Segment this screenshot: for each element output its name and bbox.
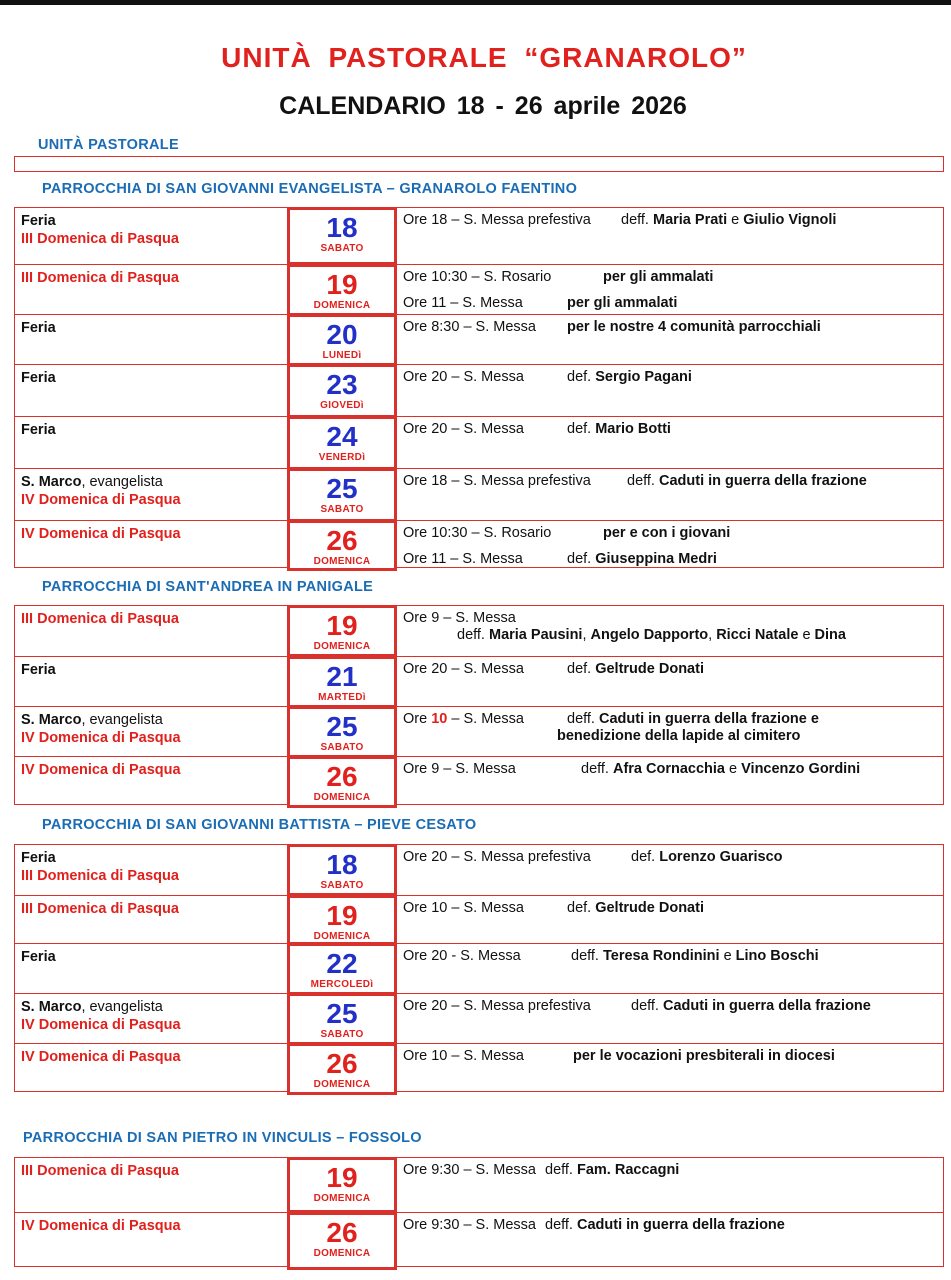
schedule-row [15,943,943,994]
intention-prefix: deff. [621,212,653,228]
page-title: UNITÀ PASTORALE “GRANAROLO” [221,42,747,73]
event-line [403,268,943,294]
intention-name: Geltrude Donati [595,900,704,916]
event-time: Ore 10 – S. Messa [403,1048,524,1064]
day-of-week: LUNEDì [322,350,362,361]
day-number: 22 [326,948,358,979]
saint-name: S. Marco [21,999,82,1015]
event-time-suffix: – S. Messa [447,711,524,727]
liturgy-cell [15,521,287,570]
event-line [403,899,943,925]
event-intention [631,848,783,866]
event-intention [545,1216,785,1234]
events-cell [397,521,943,570]
day-of-week: SABATO [320,742,364,753]
liturgy-label: Feria [21,422,56,438]
event-intention [545,1161,679,1179]
event-line [403,848,943,874]
liturgy-label: III Domenica di Pasqua [21,611,179,627]
event-line [403,1047,943,1073]
day-of-week: MERCOLEDì [310,979,374,990]
intention-prefix: deff. [545,1217,577,1233]
date-box [287,656,397,708]
events-cell [397,896,943,944]
day-of-week: SABATO [320,243,364,254]
intention-name: per le vocazioni presbiterali in diocesi [573,1048,835,1064]
liturgy-label: III Domenica di Pasqua [21,270,179,286]
liturgy-sunday-label: III Domenica di Pasqua [21,231,179,247]
intention-prefix: def. [567,551,596,567]
day-number: 25 [326,473,358,504]
parish-schedule-table [14,207,944,568]
event-line [403,760,943,786]
date-box [287,756,397,808]
intention-name: Lorenzo Guarisco [659,849,783,865]
page-subtitle: CALENDARIO 18 - 26 aprile 2026 [279,92,687,120]
day-of-week: GIOVEDì [320,400,364,411]
events-cell [397,707,943,757]
date-box [287,993,397,1045]
events-cell [397,315,943,365]
day-number: 19 [326,610,358,641]
events-cell [397,265,943,315]
saint-title: , evangelista [81,999,163,1015]
schedule-row [15,993,943,1044]
intention-name: Lino Boschi [735,948,819,964]
event-line [403,524,943,550]
event-intention [567,660,704,678]
unita-pastorale-label: UNITÀ PASTORALE [38,137,179,153]
liturgy-cell [15,365,287,417]
intention-conjunction: e [725,761,742,777]
day-number: 26 [326,761,358,792]
day-of-week: SABATO [320,880,364,891]
day-number: 25 [326,711,358,742]
event-intention [567,550,717,568]
intention-name: Maria Pausini [488,627,583,643]
liturgy-label: Feria [21,213,56,229]
day-of-week: DOMENICA [313,931,371,942]
intention-separator: , [708,627,717,643]
day-number: 21 [326,661,358,692]
event-intention [631,997,871,1015]
intention-name: Sergio Pagani [595,369,692,385]
liturgy-cell [15,994,287,1044]
event-time: Ore 20 - S. Messa [403,948,521,964]
events-cell [397,208,943,264]
intention-prefix: deff. [627,473,659,489]
liturgy-sunday-label: IV Domenica di Pasqua [21,1017,181,1033]
intention-name: Caduti in guerra della frazione [662,998,871,1014]
unita-pastorale-box [14,156,944,172]
day-of-week: DOMENICA [313,792,371,803]
schedule-row [15,520,943,570]
saint-title: , evangelista [81,712,163,728]
intention-prefix: deff. [457,627,489,643]
events-cell [397,1158,943,1212]
day-number: 18 [326,849,358,880]
intention-name: Maria Prati [652,212,728,228]
saint-name: S. Marco [21,474,82,490]
liturgy-label: IV Domenica di Pasqua [21,1218,181,1234]
day-number: 19 [326,900,358,931]
intention-prefix: def. [567,661,596,677]
event-time: Ore 8:30 – S. Messa [403,319,536,335]
event-time: Ore 20 – S. Messa prefestiva [403,849,591,865]
event-line [403,947,943,973]
event-time-prefix: Ore [403,711,432,727]
event-intention [571,947,819,965]
schedule-row [15,364,943,417]
intention-prefix: deff. [571,948,603,964]
intention-name: Fam. Raccagni [576,1162,680,1178]
intention-name: per gli ammalati [567,295,678,311]
liturgy-sunday-label: IV Domenica di Pasqua [21,492,181,508]
event-intention-continued [557,727,801,745]
intention-name: Caduti in guerra della frazione e [598,711,819,727]
liturgy-cell [15,315,287,365]
intention-prefix: def. [631,849,660,865]
date-box [287,520,397,571]
event-time: Ore 20 – S. Messa [403,661,524,677]
liturgy-cell [15,606,287,656]
schedule-row [15,1043,943,1094]
day-of-week: DOMENICA [313,641,371,652]
day-of-week: DOMENICA [313,1079,371,1090]
event-line [403,1161,943,1187]
event-time: Ore 10:30 – S. Rosario [403,269,552,285]
date-box [287,468,397,522]
date-box [287,1157,397,1213]
liturgy-label: IV Domenica di Pasqua [21,1049,181,1065]
date-box [287,1043,397,1095]
event-time: Ore 9 – S. Messa [403,761,516,777]
event-intention [621,211,836,229]
saint-name: S. Marco [21,712,82,728]
day-of-week: SABATO [320,504,364,515]
liturgy-cell [15,1158,287,1212]
intention-name: benedizione della lapide al cimitero [557,728,801,744]
event-time: Ore 18 – S. Messa prefestiva [403,473,591,489]
schedule-row [15,1158,943,1212]
date-box [287,264,397,316]
liturgy-cell [15,265,287,315]
event-time: Ore 9:30 – S. Messa [403,1217,536,1233]
events-cell [397,657,943,707]
event-intention [581,760,860,778]
parish-schedule-table [14,844,944,1092]
event-intention [567,294,677,312]
intention-name: Teresa Rondinini [602,948,720,964]
parish-title: PARROCCHIA DI SANT'ANDREA IN PANIGALE [42,579,374,595]
intention-prefix: def. [567,421,596,437]
event-intention [573,1047,835,1065]
event-line [403,1216,943,1242]
liturgy-label: IV Domenica di Pasqua [21,762,181,778]
event-time: Ore 9 – S. Messa [403,610,516,626]
event-line [403,420,943,446]
day-of-week: DOMENICA [313,556,371,567]
top-border-bar [0,0,951,5]
intention-name: Afra Cornacchia [612,761,725,777]
intention-conjunction: e [719,948,736,964]
liturgy-cell [15,944,287,994]
intention-name: Geltrude Donati [595,661,704,677]
event-time: Ore 20 – S. Messa [403,421,524,437]
parish-title: PARROCCHIA DI SAN GIOVANNI BATTISTA – PIEVE CESATO [42,817,477,833]
schedule-row [15,416,943,469]
saint-label [21,473,287,491]
day-number: 25 [326,998,358,1029]
liturgy-label: Feria [21,850,56,866]
events-cell [397,845,943,895]
event-time: Ore 11 – S. Messa [403,551,523,567]
event-time: Ore 18 – S. Messa prefestiva [403,212,591,228]
events-cell [397,1213,943,1269]
intention-prefix: def. [567,900,596,916]
liturgy-cell [15,657,287,707]
schedule-row [15,1212,943,1269]
liturgy-cell [15,208,287,264]
event-line [403,472,943,498]
event-intention [567,368,692,386]
liturgy-cell [15,757,287,807]
liturgy-cell [15,469,287,521]
event-line [403,211,943,237]
liturgy-label: III Domenica di Pasqua [21,901,179,917]
date-box [287,1212,397,1270]
day-number: 26 [326,525,358,556]
intention-prefix: deff. [581,761,613,777]
schedule-row [15,314,943,365]
event-intention [603,524,730,542]
intention-name: Dina [814,627,846,643]
liturgy-cell [15,417,287,469]
liturgy-cell [15,896,287,944]
intention-conjunction: e [727,212,744,228]
day-of-week: SABATO [320,1029,364,1040]
liturgy-label: Feria [21,370,56,386]
events-cell [397,1044,943,1094]
date-box [287,706,397,758]
intention-name: Angelo Dapporto [590,627,709,643]
events-cell [397,944,943,994]
parish-title: PARROCCHIA DI SAN PIETRO IN VINCULIS – FOSSOLO [23,1130,422,1146]
day-of-week: DOMENICA [313,300,371,311]
date-box [287,895,397,945]
liturgy-cell [15,1213,287,1269]
day-number: 19 [326,1162,358,1193]
intention-prefix: deff. [567,711,599,727]
event-time: Ore 10 – S. Messa [403,900,524,916]
date-box [287,314,397,366]
event-time-changed: 10 [431,711,448,727]
events-cell [397,994,943,1044]
intention-name: Caduti in guerra della frazione [658,473,867,489]
liturgy-label: Feria [21,662,56,678]
event-intention [567,420,671,438]
date-box [287,844,397,896]
day-number: 19 [326,269,358,300]
schedule-row [15,756,943,807]
schedule-row [15,895,943,944]
events-cell [397,469,943,521]
day-number: 18 [326,212,358,243]
events-cell [397,757,943,807]
event-intention [603,268,713,286]
date-box [287,605,397,657]
event-intention-continued [457,626,846,644]
event-line [403,660,943,686]
event-intention [567,710,819,728]
event-time: Ore 9:30 – S. Messa [403,1162,536,1178]
liturgy-cell [15,1044,287,1094]
intention-separator: , [582,627,591,643]
date-box [287,364,397,418]
events-cell [397,365,943,417]
parish-schedule-table [14,1157,944,1267]
intention-conjunction: e [798,627,815,643]
intention-prefix: deff. [545,1162,577,1178]
event-line [403,997,943,1023]
saint-label [21,998,287,1016]
liturgy-label: III Domenica di Pasqua [21,1163,179,1179]
liturgy-cell [15,707,287,757]
day-of-week: VENERDì [318,452,366,463]
schedule-row [15,468,943,521]
event-time: Ore 11 – S. Messa [403,295,523,311]
intention-name: Ricci Natale [716,627,799,643]
event-intention [627,472,867,490]
intention-name: per e con i giovani [603,525,731,541]
intention-name: Caduti in guerra della frazione [576,1217,785,1233]
day-number: 26 [326,1048,358,1079]
event-time: Ore 20 – S. Messa [403,369,524,385]
liturgy-label: Feria [21,949,56,965]
event-time [403,710,524,728]
schedule-row [15,656,943,707]
saint-label [21,711,287,729]
day-number: 26 [326,1217,358,1248]
intention-name: Vincenzo Gordini [741,761,861,777]
day-number: 20 [326,319,358,350]
event-intention [567,318,821,336]
date-box [287,207,397,265]
liturgy-sunday-label: III Domenica di Pasqua [21,868,179,884]
event-line [403,550,943,576]
day-of-week: DOMENICA [313,1193,371,1204]
liturgy-label: IV Domenica di Pasqua [21,526,181,542]
date-box [287,416,397,470]
event-time: Ore 20 – S. Messa prefestiva [403,998,591,1014]
parish-schedule-table [14,605,944,805]
schedule-row [15,845,943,895]
day-of-week: MARTEDì [318,692,366,703]
schedule-row [15,606,943,656]
intention-name: per le nostre 4 comunità parrocchiali [567,319,821,335]
intention-name: per gli ammalati [603,269,714,285]
intention-name: Giulio Vignoli [743,212,837,228]
event-line [403,368,943,394]
date-box [287,943,397,995]
schedule-row [15,706,943,757]
day-of-week: DOMENICA [313,1248,371,1259]
liturgy-cell [15,845,287,895]
intention-name: Giuseppina Medri [595,551,717,567]
intention-prefix: def. [567,369,596,385]
events-cell [397,606,943,656]
saint-title: , evangelista [81,474,163,490]
events-cell [397,417,943,469]
liturgy-label: Feria [21,320,56,336]
schedule-row [15,208,943,264]
intention-prefix: deff. [631,998,663,1014]
parish-title: PARROCCHIA DI SAN GIOVANNI EVANGELISTA – GRANAROLO FAENTINO [42,181,578,197]
intention-name: Mario Botti [595,421,671,437]
day-number: 23 [326,369,358,400]
event-line [403,318,943,344]
event-time: Ore 10:30 – S. Rosario [403,525,552,541]
liturgy-sunday-label: IV Domenica di Pasqua [21,730,181,746]
day-number: 24 [326,421,358,452]
schedule-row [15,264,943,315]
event-intention [567,899,704,917]
